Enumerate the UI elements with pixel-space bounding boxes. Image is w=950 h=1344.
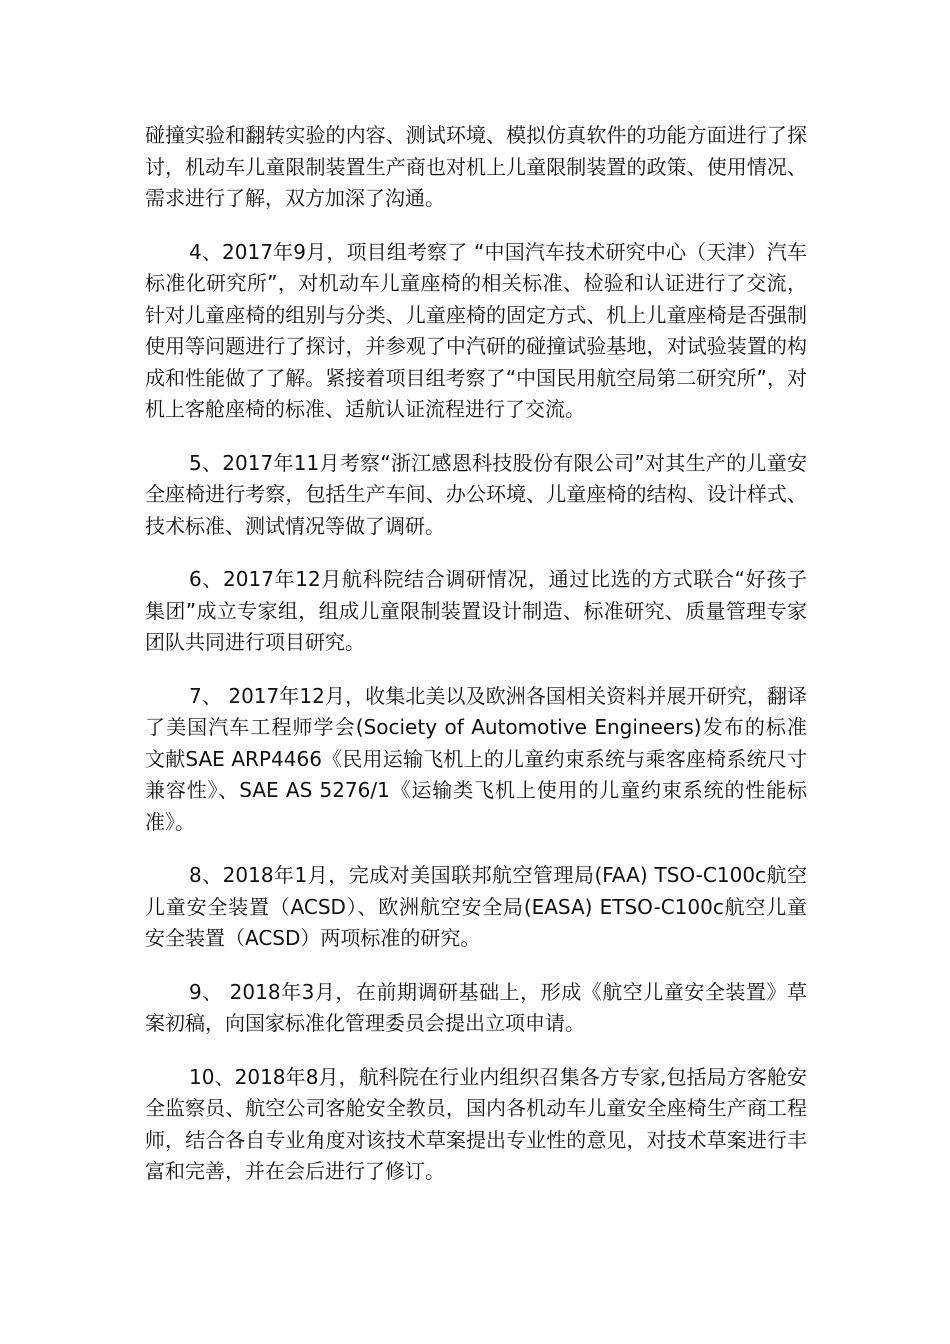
- paragraph-item-7: 7、 2017年12月，收集北美以及欧洲各国相关资料并展开研究，翻译了美国汽车工程师学会(Society of Automotive Engineers)发布的标准文献SAE ARP4466《民用运输飞机上的儿童约束系统与乘客座椅系统尺寸兼容性》、SAE AS 5276/1《运输类飞机上使用的儿童约束系统的性能标准》。: [145, 683, 807, 834]
- paragraph-item-10: 10、2018年8月，航科院在行业内组织召集各方专家,包括局方客舱安全监察员、航空公司客舱安全教员，国内各机动车儿童安全座椅生产商工程师，结合各自专业角度对该技术草案提出专业性的意见，对技术草案进行丰富和完善，并在会后进行了修订。: [145, 1064, 807, 1183]
- paragraph-item-4: 4、2017年9月，项目组考察了 “中国汽车技术研究中心（天津）汽车标准化研究所”，对机动车儿童座椅的相关标准、检验和认证进行了交流，针对儿童座椅的组别与分类、儿童座椅的固定方式、机上儿童座椅是否强制使用等问题进行了探讨，并参观了中汽研的碰撞试验基地，对试验装置的构成和性能做了了解。紧接着项目组考察了“中国民用航空局第二研究所”，对机上客舱座椅的标准、适航认证流程进行了交流。: [145, 239, 807, 421]
- paragraph-item-5: 5、2017年11月考察“浙江感恩科技股份有限公司”对其生产的儿童安全座椅进行考察，包括生产车间、办公环境、儿童座椅的结构、设计样式、技术标准、测试情况等做了调研。: [145, 450, 807, 538]
- paragraph-item-9: 9、 2018年3月，在前期调研基础上，形成《航空儿童安全装置》草案初稿，向国家标准化管理委员会提出立项申请。: [145, 979, 807, 1035]
- paragraph-item-6: 6、2017年12月航科院结合调研情况，通过比选的方式联合“好孩子集团”成立专家组，组成儿童限制装置设计制造、标准研究、质量管理专家团队共同进行项目研究。: [145, 567, 807, 654]
- document-body: [145, 120, 807, 1210]
- paragraph-item-8: 8、2018年1月，完成对美国联邦航空管理局(FAA) TSO-C100c航空儿童安全装置（ACSD）、欧洲航空安全局(EASA) ETSO-C100c航空儿童安全装置（ACSD）两项标准的研究。: [145, 863, 807, 950]
- paragraph-continuation: 碰撞实验和翻转实验的内容、测试环境、模拟仿真软件的功能方面进行了探讨，机动车儿童限制装置生产商也对机上儿童限制装置的政策、使用情况、需求进行了解，双方加深了沟通。: [145, 123, 807, 210]
